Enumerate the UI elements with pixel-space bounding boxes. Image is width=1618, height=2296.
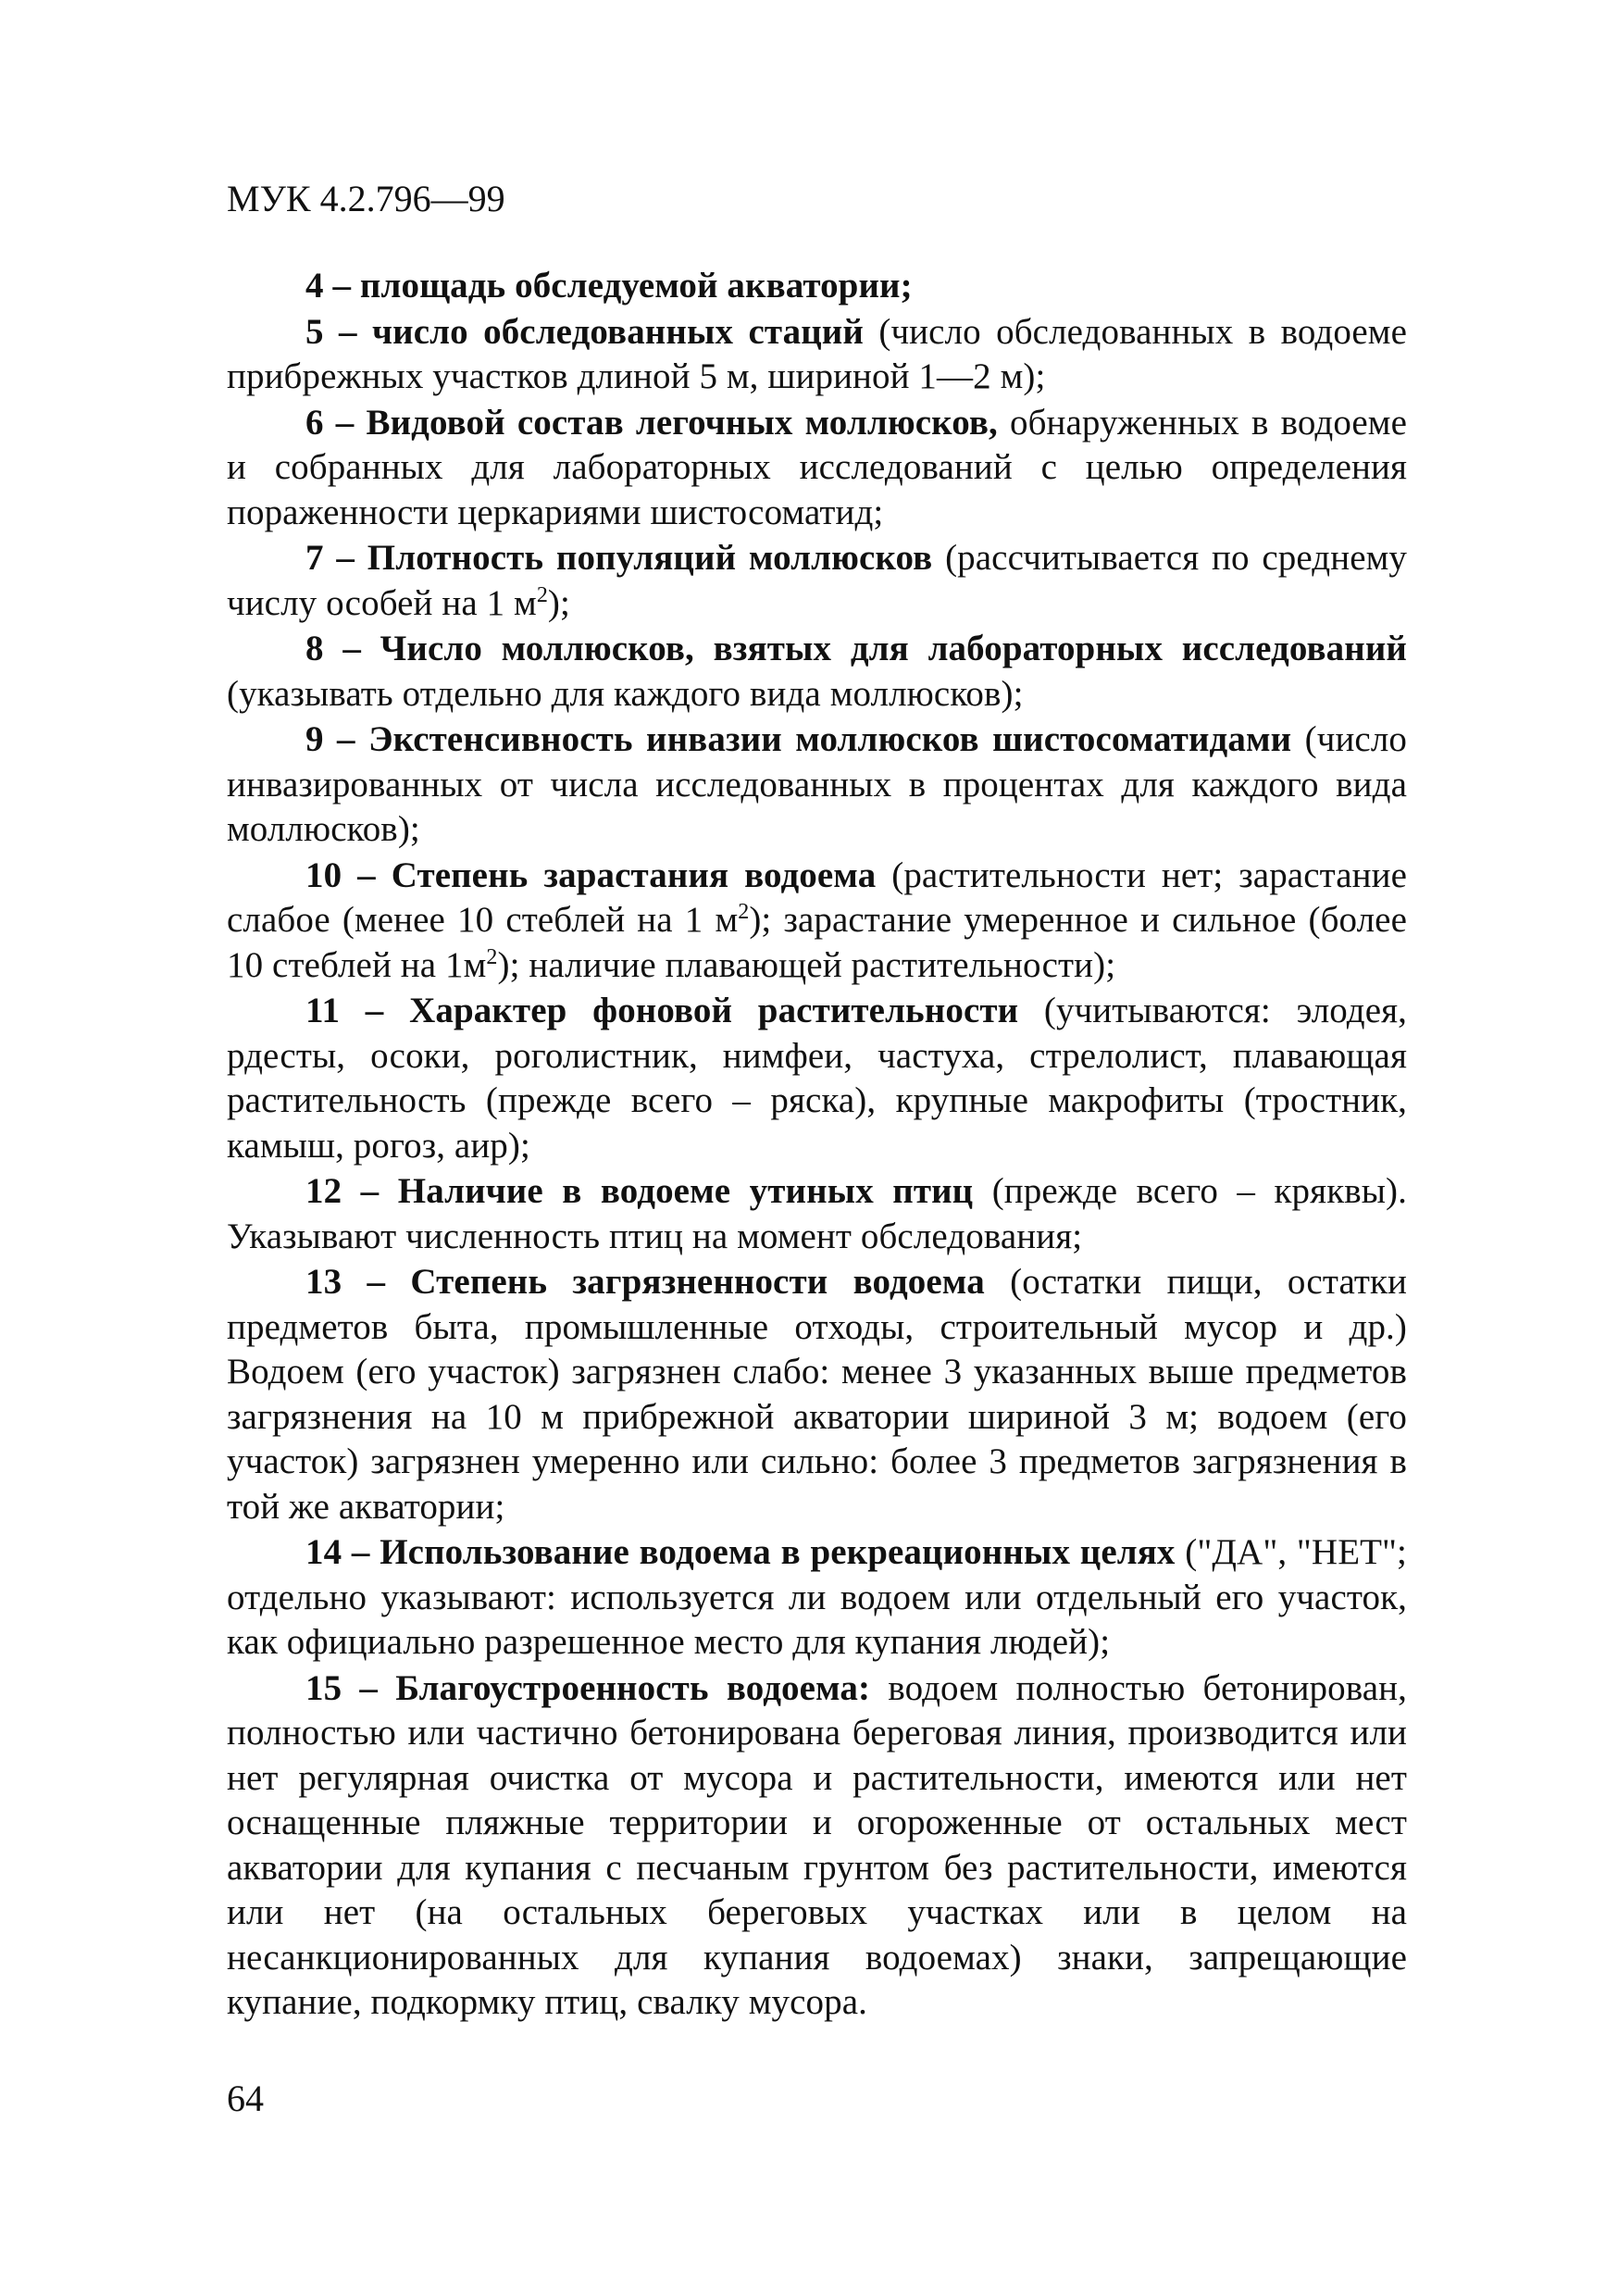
item-number: 12: [305, 1171, 342, 1211]
item-title: Степень загрязненности водоема: [410, 1262, 985, 1302]
item-dash: –: [342, 1532, 380, 1572]
list-item-7: [227, 536, 1407, 626]
item-dash: –: [323, 629, 380, 668]
superscript: 2: [536, 582, 548, 607]
list-item-13: [227, 1260, 1407, 1529]
superscript: 2: [738, 900, 750, 924]
item-number: 8: [305, 629, 324, 668]
list-item-15: [227, 1666, 1407, 2026]
list-item-8: [227, 627, 1407, 717]
item-text: (указывать отдельно для каждого вида моллюсков);: [227, 673, 1024, 714]
item-dash: –: [342, 1667, 396, 1708]
item-text: ); наличие плавающей растительности);: [497, 944, 1116, 985]
list-item-10: [227, 854, 1407, 989]
item-title: площадь обследуемой акватории;: [359, 266, 913, 306]
item-text: (число инвазированных от числа исследованных в процентах для каждого вида моллюсков);: [227, 719, 1407, 849]
item-number: 15: [305, 1667, 342, 1708]
item-text: (рассчитывается по среднему числу особей на 1 м: [227, 538, 1407, 623]
item-title: Наличие в водоеме утиных птиц: [397, 1171, 974, 1211]
item-number: 7: [305, 538, 324, 578]
item-title: Благоустроенность водоема:: [395, 1667, 871, 1708]
item-title: Характер фоновой растительности: [409, 991, 1019, 1030]
item-text: (растительности нет; зарастание слабое (менее 10 стеблей на 1 м: [227, 855, 1407, 940]
superscript: 2: [486, 944, 498, 969]
item-number: 10: [305, 855, 342, 895]
item-text: водоем полностью бетонирован, полностью или частично бетонирована береговая линия, производится или нет регулярная очистка от мусора и растительности, имеются или нет оснащенные пляжные территории и огороженные от остальных мест акватории для купания с песчаным грунтом без растительности, имеются или нет (на остальных береговых участках или в целом на несанкционированных для купания водоемах) знаки, запрещающие купание, подкормку птиц, свалку мусора.: [227, 1667, 1407, 2022]
item-dash: –: [323, 402, 367, 443]
item-text: (остатки пищи, остатки предметов быта, промышленные отходы, строительный мусор и др.) Водоем (его участок) загрязнен слабо: менее 3 указанных выше предметов загрязнения на 10 м прибрежной акватории шириной 3 м; водоем (его участок) загрязнен умеренно или сильно: более 3 предметов загрязнения в той же акватории;: [227, 1262, 1408, 1527]
item-dash: –: [323, 266, 360, 306]
item-text: (число обследованных в водоеме прибрежных участков длиной 5 м, шириной 1—2 м);: [227, 311, 1407, 396]
page-number: 64: [227, 2078, 264, 2119]
item-dash: –: [323, 719, 369, 759]
list-item-4: [227, 264, 1407, 309]
list-item-14: [227, 1530, 1407, 1666]
item-title: Плотность популяций моллюсков: [367, 538, 933, 578]
item-dash: –: [323, 538, 367, 578]
item-text: ); зарастание умеренное и сильное (более 10 стеблей на 1м: [227, 900, 1407, 985]
item-title: Экстенсивность инвазии моллюсков шистосоматидами: [368, 719, 1292, 759]
item-text: (учитываются: элодея, рдесты, осоки, роголистник, нимфеи, частуха, стрелолист, плавающая растительность (прежде всего – ряска), крупные макрофиты (тростник, камыш, рогоз, аир);: [227, 991, 1407, 1166]
item-title: Использование водоема в рекреационных целях: [380, 1532, 1176, 1572]
item-dash: –: [342, 855, 392, 895]
list-item-5: [227, 310, 1407, 400]
document-body: [227, 264, 1407, 2027]
list-item-12: [227, 1169, 1407, 1259]
item-number: 4: [305, 266, 324, 306]
item-dash: –: [342, 1262, 411, 1302]
item-number: 11: [305, 991, 341, 1030]
item-text: обнаруженных в водоеме и собранных для лабораторных исследований с целью определения пораженности церкариями шистосоматид;: [227, 402, 1407, 532]
item-title: Видовой состав легочных моллюсков,: [366, 402, 998, 443]
list-item-9: [227, 718, 1407, 853]
item-text: (прежде всего – кряквы). Указывают численность птиц на момент обследования;: [227, 1171, 1407, 1256]
item-number: 9: [305, 719, 324, 759]
item-number: 14: [305, 1532, 342, 1572]
list-item-11: [227, 989, 1407, 1168]
item-dash: –: [340, 991, 410, 1030]
item-dash: –: [323, 311, 373, 352]
item-title: Степень зарастания водоема: [391, 855, 877, 895]
item-number: 6: [305, 402, 324, 443]
document-code-header: МУК 4.2.796—99: [227, 178, 505, 219]
item-title: число обследованных стаций: [372, 311, 864, 352]
item-number: 13: [305, 1262, 342, 1302]
item-title: Число моллюсков, взятых для лабораторных исследований: [380, 629, 1407, 668]
item-dash: –: [342, 1171, 398, 1211]
item-text-after: );: [547, 582, 570, 623]
item-text: ("ДА", "НЕТ"; отдельно указывают: используется ли водоем или отдельный его участок, как официально разрешенное место для купания людей);: [227, 1532, 1407, 1662]
item-number: 5: [305, 311, 324, 352]
list-item-6: [227, 401, 1407, 536]
